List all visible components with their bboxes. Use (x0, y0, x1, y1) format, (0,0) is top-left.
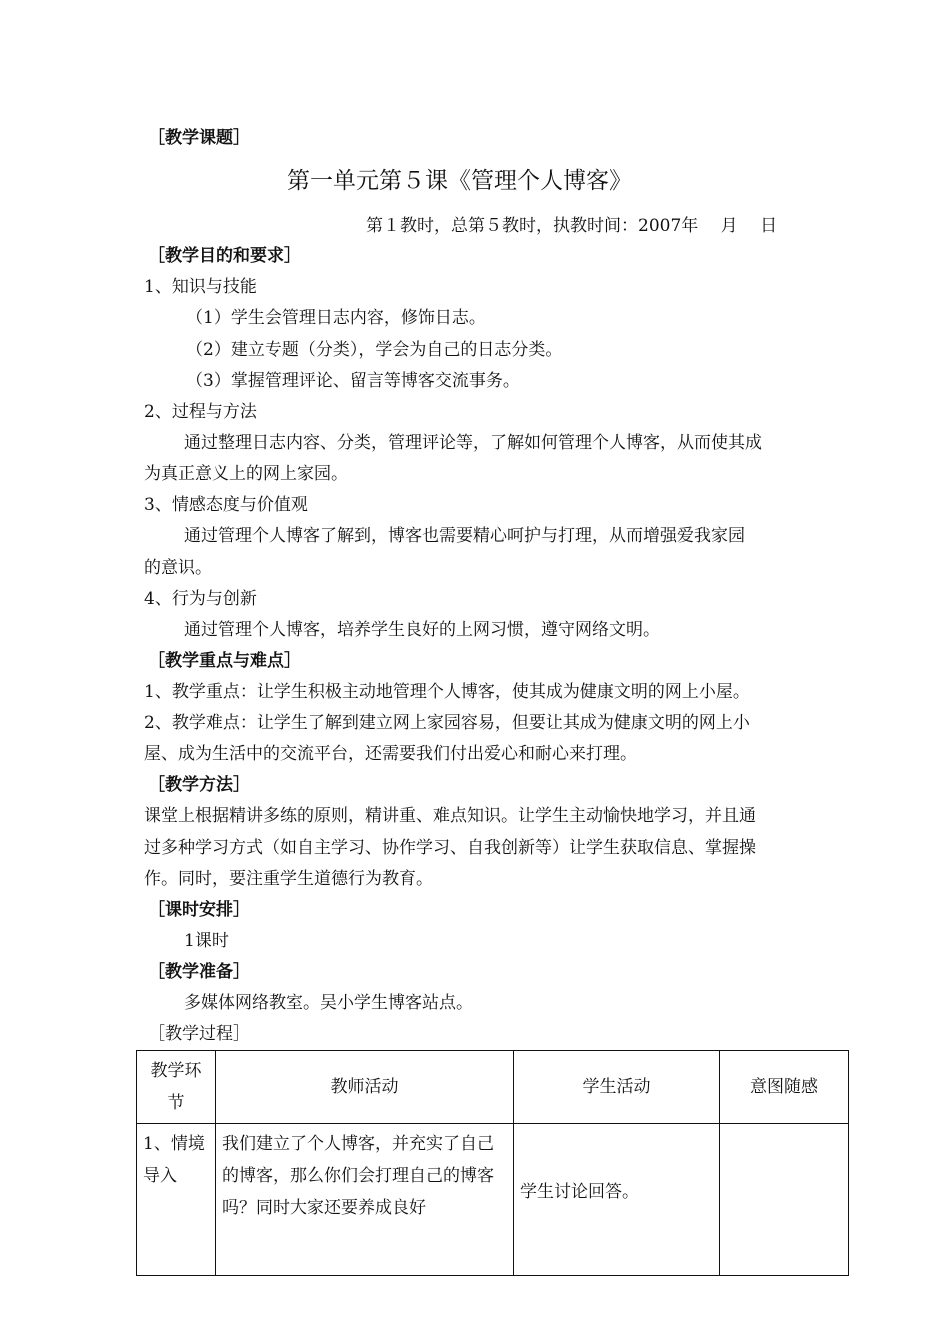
goal-attitude-text: 的意识。 (144, 558, 212, 578)
goal-knowledge-item: （3）掌握管理评论、留言等博客交流事务。 (186, 371, 520, 391)
cell-teacher-activity: 我们建立了个人博客，并充实了自己的博客，那么你们会打理自己的博客吗？同时大家还要养成良好 (216, 1124, 514, 1276)
schedule-heading: ［课时安排］ (148, 900, 250, 920)
process-table (136, 1050, 849, 1276)
goal-process-title: 2、过程与方法 (144, 402, 257, 422)
goal-behavior-title: 4、行为与创新 (144, 589, 257, 609)
key-point-difficulty: 2、教学难点：让学生了解到建立网上家园容易，但要让其成为健康文明的网上小 (144, 713, 750, 733)
method-text: 作。同时，要注重学生道德行为教育。 (144, 869, 433, 889)
key-points-heading: ［教学重点与难点］ (148, 651, 301, 671)
method-text: 课堂上根据精讲多练的原则，精讲重、难点知识。让学生主动愉快地学习，并且通 (144, 806, 756, 826)
method-heading: ［教学方法］ (148, 775, 250, 795)
goal-knowledge-item: （2）建立专题（分类），学会为自己的日志分类。 (186, 340, 563, 360)
lesson-title: 第一单元第５课《管理个人博客》 (287, 168, 632, 194)
prep-heading: ［教学准备］ (148, 962, 250, 982)
goal-process-text: 为真正意义上的网上家园。 (144, 464, 348, 484)
session-info: 第１教时，总第５教时，执教时间：2007年 月 日 (366, 216, 778, 236)
table-header-row (137, 1051, 849, 1124)
key-point-focus: 1、教学重点：让学生积极主动地管理个人博客，使其成为健康文明的网上小屋。 (144, 682, 750, 702)
column-header-note: 意图随感 (720, 1051, 849, 1124)
goal-attitude-title: 3、情感态度与价值观 (144, 495, 308, 515)
section-topic-heading: ［教学课题］ (148, 128, 250, 148)
column-header-stage: 教学环节 (137, 1051, 216, 1124)
cell-note (720, 1124, 849, 1276)
key-point-difficulty: 屋、成为生活中的交流平台，还需要我们付出爱心和耐心来打理。 (144, 744, 637, 764)
prep-value: 多媒体网络教室。吴小学生博客站点。 (184, 993, 473, 1013)
method-text: 过多种学习方式（如自主学习、协作学习、自我创新等）让学生获取信息、掌握操 (144, 838, 756, 858)
table-row (137, 1124, 849, 1276)
goal-knowledge-title: 1、知识与技能 (144, 277, 257, 297)
schedule-value: 1课时 (184, 931, 229, 951)
cell-student-activity: 学生讨论回答。 (514, 1124, 720, 1276)
goals-heading: ［教学目的和要求］ (148, 246, 301, 266)
goal-process-text: 通过整理日志内容、分类，管理评论等，了解如何管理个人博客，从而使其成 (184, 433, 762, 453)
process-heading: ［教学过程］ (148, 1024, 250, 1044)
goal-attitude-text: 通过管理个人博客了解到，博客也需要精心呵护与打理，从而增强爱我家园 (184, 526, 745, 546)
goal-behavior-text: 通过管理个人博客，培养学生良好的上网习惯，遵守网络文明。 (184, 620, 660, 640)
column-header-teacher: 教师活动 (216, 1051, 514, 1124)
cell-stage: 1、情境导入 (137, 1124, 216, 1276)
column-header-student: 学生活动 (514, 1051, 720, 1124)
goal-knowledge-item: （1）学生会管理日志内容，修饰日志。 (186, 308, 486, 328)
